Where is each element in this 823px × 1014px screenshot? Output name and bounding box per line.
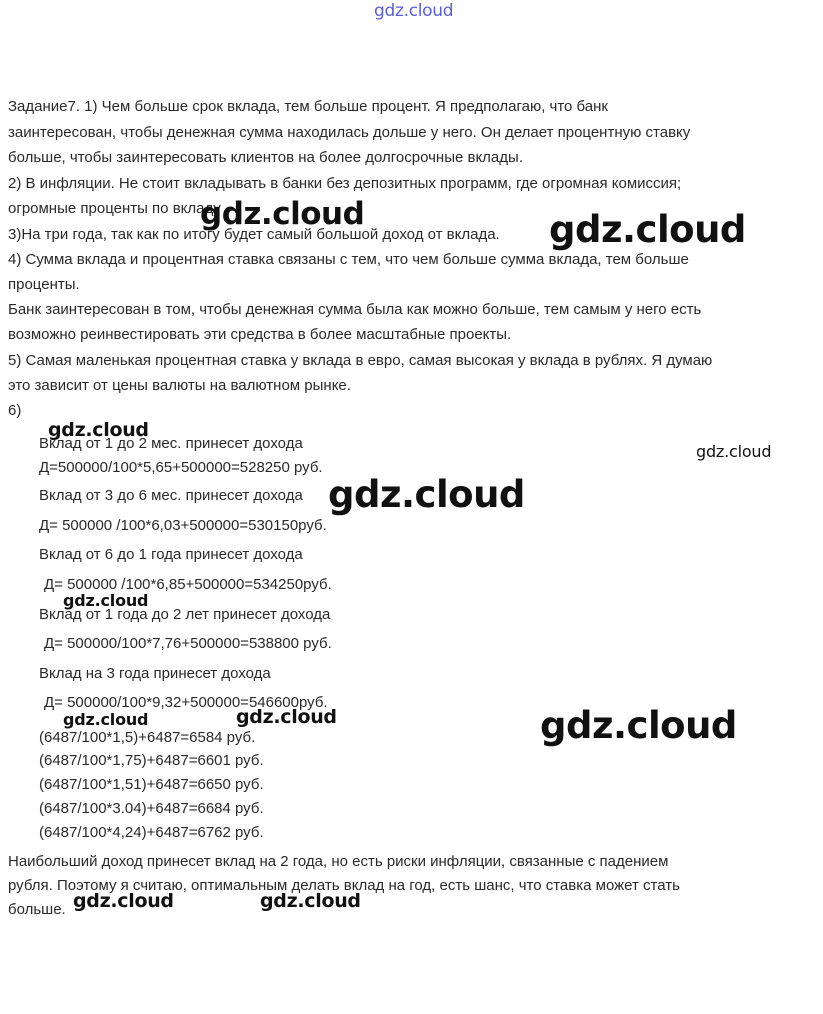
site-watermark: gdz.cloud <box>549 208 746 251</box>
deposit-description: Вклад от 1 до 2 мес. принесет дохода <box>39 435 303 452</box>
answer-line: это зависит от цены валюты на валютном рынке. <box>8 377 351 394</box>
site-watermark: gdz.cloud <box>328 473 525 516</box>
deposit-description: Вклад от 1 года до 2 лет принесет дохода <box>39 606 331 623</box>
answer-line: возможно реинвестировать эти средства в более масштабные проекты. <box>8 326 512 343</box>
percent-formula: (6487/100*1,75)+6487=6601 руб. <box>39 752 264 769</box>
site-watermark: gdz.cloud <box>260 890 361 912</box>
site-watermark: gdz.cloud <box>236 706 337 728</box>
answer-line: 6) <box>8 402 22 419</box>
deposit-formula: Д= 500000 /100*6,85+500000=534250руб. <box>44 576 332 593</box>
percent-formula: (6487/100*1,51)+6487=6650 руб. <box>39 776 264 793</box>
answer-line: Задание7. 1) Чем больше срок вклада, тем больше процент. Я предполагаю, что банк <box>8 98 608 115</box>
site-watermark: gdz.cloud <box>696 442 772 461</box>
conclusion-line: больше. <box>8 901 66 918</box>
answer-line: Банк заинтересован в том, чтобы денежная сумма была как можно больше, тем самым у него есть <box>8 301 702 318</box>
site-watermark: gdz.cloud <box>63 591 149 610</box>
site-watermark: gdz.cloud <box>200 196 365 232</box>
answer-line: 4) Сумма вклада и процентная ставка связаны с тем, что чем больше сумма вклада, тем больше <box>8 251 689 268</box>
percent-formula: (6487/100*4,24)+6487=6762 руб. <box>39 824 264 841</box>
answer-line: 5) Самая маленькая процентная ставка у вклада в евро, самая высокая у вклада в рублях. Я думаю <box>8 352 713 369</box>
deposit-description: Вклад от 6 до 1 года принесет дохода <box>39 546 303 563</box>
deposit-formula: Д= 500000/100*7,76+500000=538800 руб. <box>44 635 332 652</box>
site-watermark-top: gdz.cloud <box>374 1 454 21</box>
deposit-formula: Д= 500000 /100*6,03+500000=530150руб. <box>39 517 327 534</box>
answer-line: 3)На три года, так как по итогу будет самый большой доход от вклада. <box>8 226 500 243</box>
deposit-formula: Д=500000/100*5,65+500000=528250 руб. <box>39 459 323 476</box>
site-watermark: gdz.cloud <box>48 419 149 441</box>
percent-formula: (6487/100*1,5)+6487=6584 руб. <box>39 729 256 746</box>
answer-line: огромные проценты по вкладу <box>8 200 221 217</box>
answer-line: проценты. <box>8 276 80 293</box>
site-watermark: gdz.cloud <box>73 890 174 912</box>
site-watermark: gdz.cloud <box>63 710 149 729</box>
site-watermark: gdz.cloud <box>540 704 737 747</box>
deposit-description: Вклад на 3 года принесет дохода <box>39 665 271 682</box>
percent-formula: (6487/100*3.04)+6487=6684 руб. <box>39 800 264 817</box>
conclusion-line: рубля. Поэтому я считаю, оптимальным делать вклад на год, есть шанс, что ставка может стать <box>8 877 680 894</box>
answer-line: больше, чтобы заинтересовать клиентов на более долгосрочные вклады. <box>8 149 523 166</box>
answer-line: 2) В инфляции. Не стоит вкладывать в банки без депозитных программ, где огромная комиссия; <box>8 175 682 192</box>
deposit-description: Вклад от 3 до 6 мес. принесет дохода <box>39 487 303 504</box>
conclusion-line: Наибольший доход принесет вклад на 2 года, но есть риски инфляции, связанные с падением <box>8 853 669 870</box>
deposit-formula: Д= 500000/100*9,32+500000=546600руб. <box>44 694 328 711</box>
answer-line: заинтересован, чтобы денежная сумма находилась дольше у него. Он делает процентную ставку <box>8 124 691 141</box>
